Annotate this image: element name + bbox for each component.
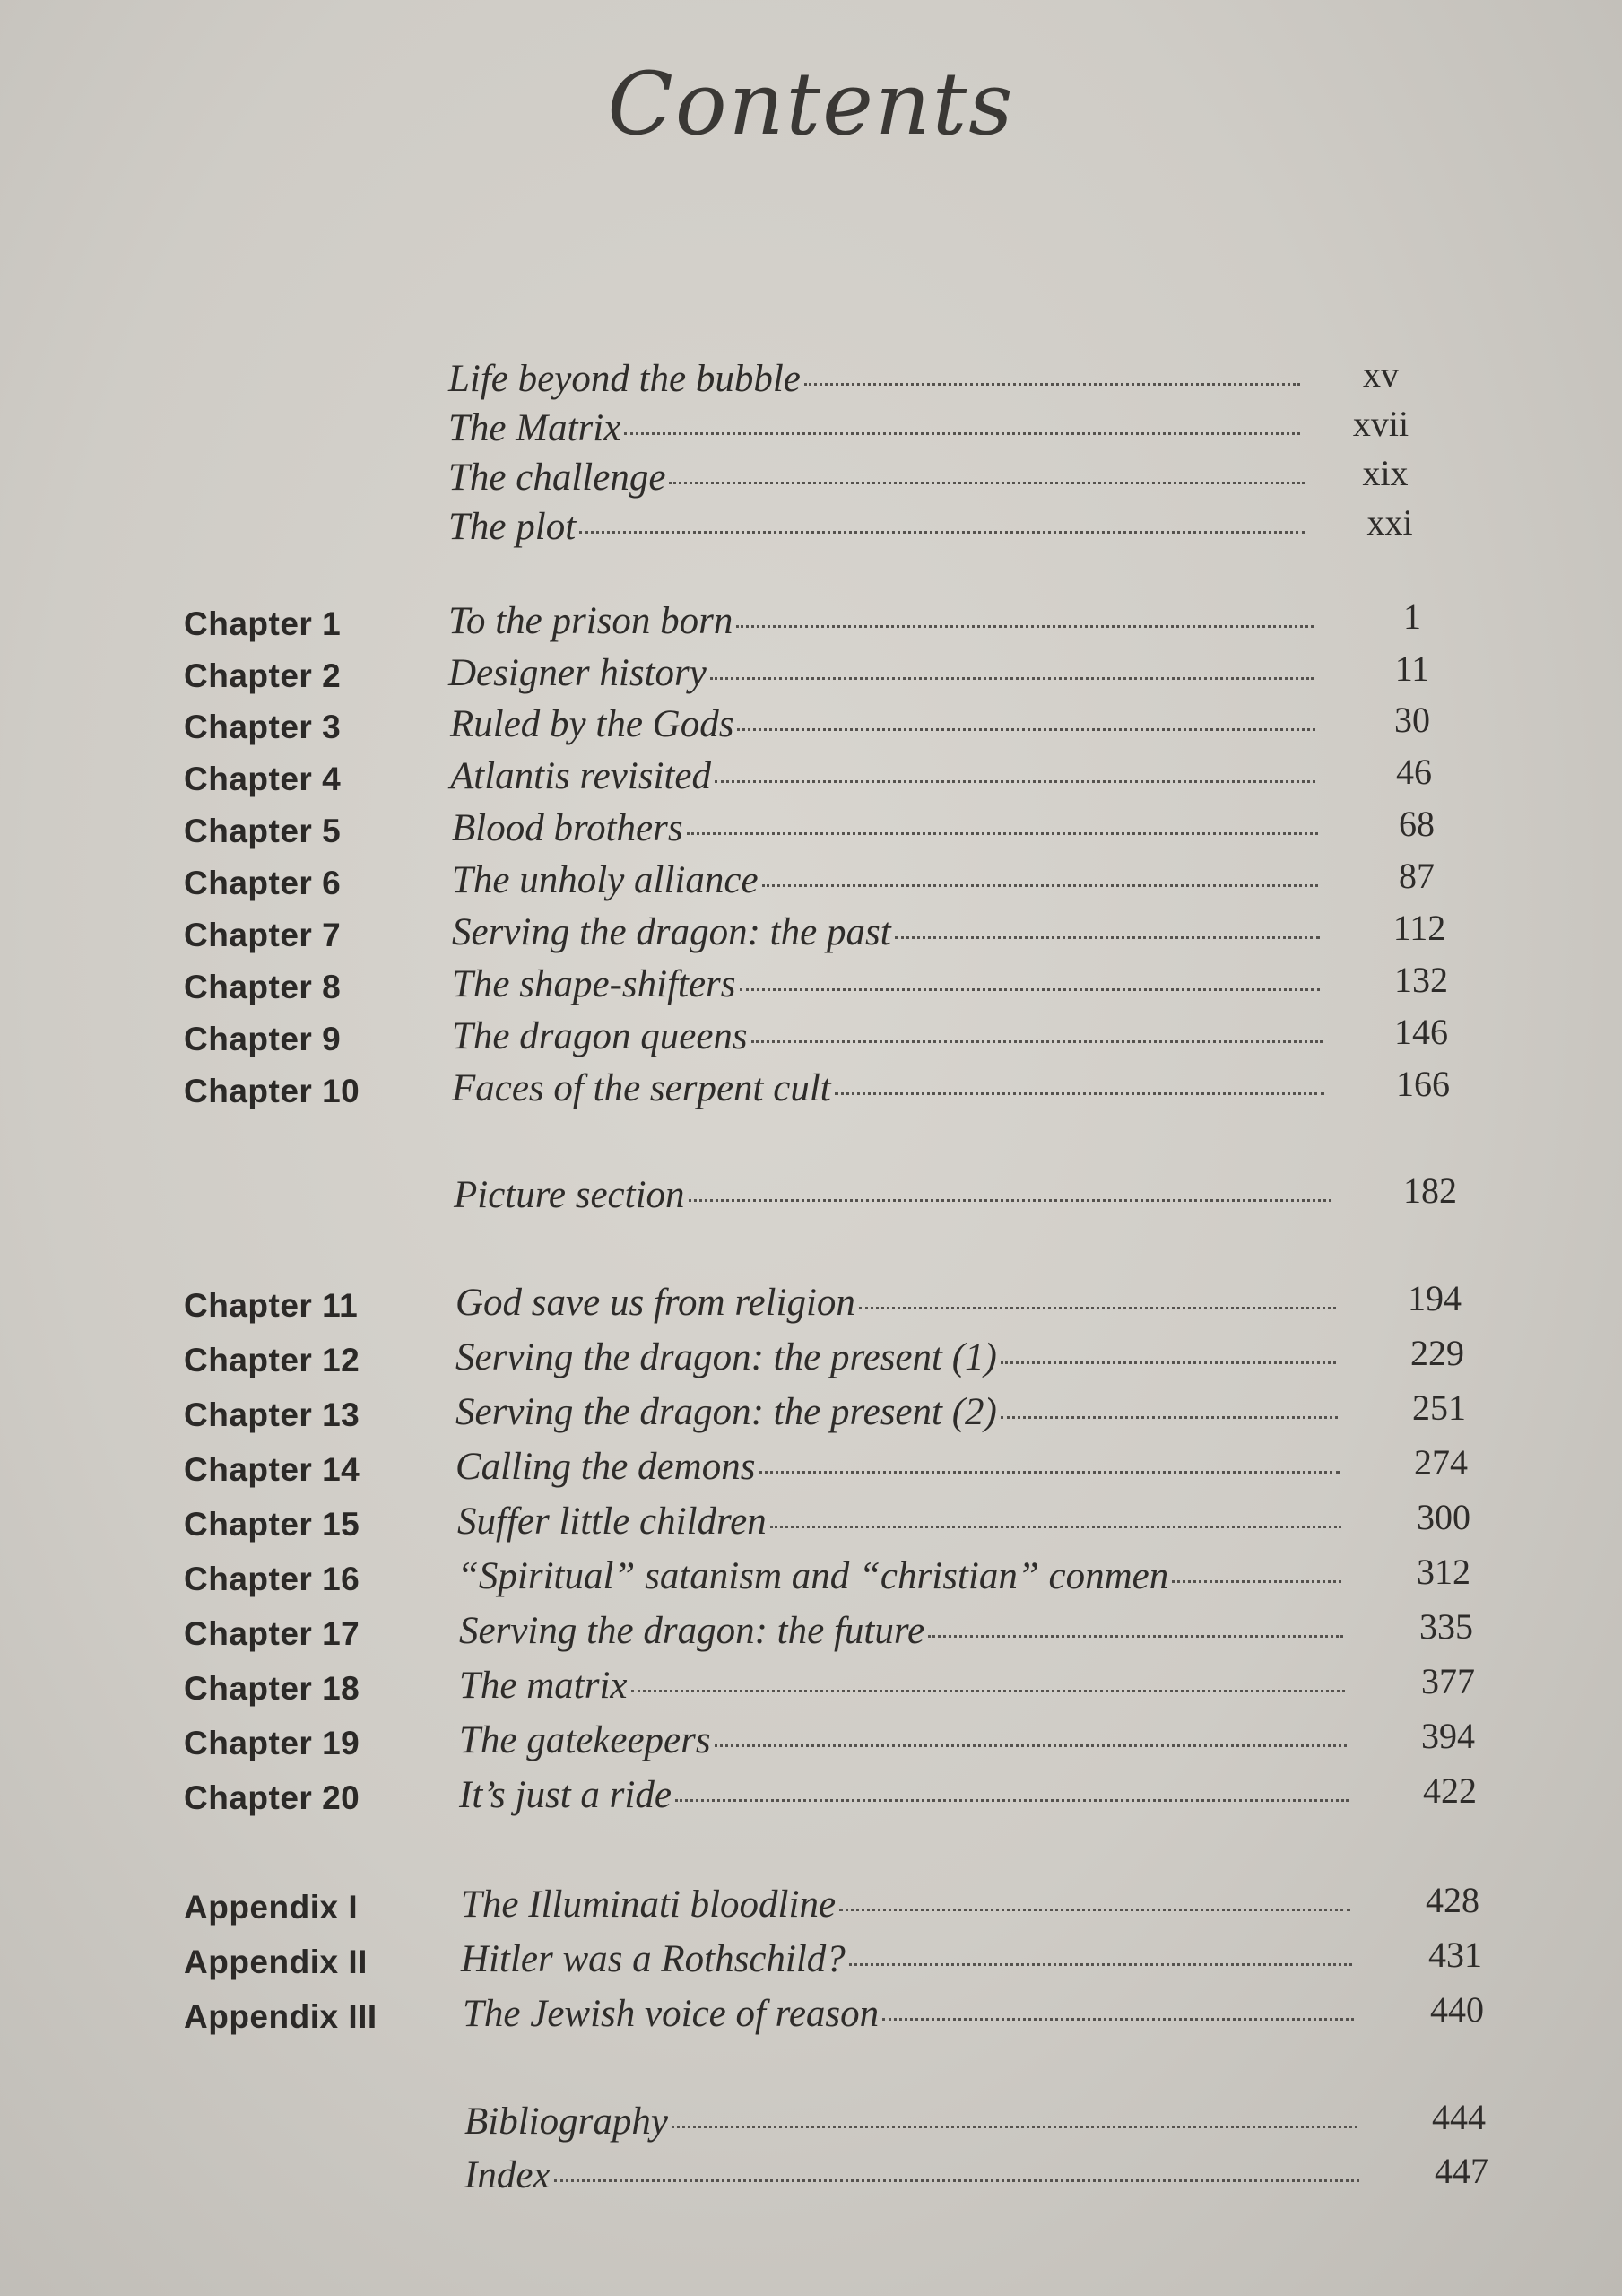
toc-page-number: 394: [1421, 1716, 1475, 1756]
toc-page-number: 229: [1410, 1333, 1464, 1373]
toc-row: [0, 1661, 1622, 1711]
toc-entry-title: Atlantis revisited: [450, 755, 712, 797]
toc-entry: [457, 1500, 1341, 1544]
toc-entry-title: Picture section: [454, 1174, 685, 1216]
toc-entry: [448, 505, 1305, 549]
toc-page-number: 447: [1435, 2151, 1488, 2191]
dot-leader: [1001, 1361, 1336, 1364]
toc-entry: [450, 754, 1315, 798]
toc-entry: [455, 1335, 1336, 1379]
toc-row: [0, 960, 1622, 1010]
toc-entry-title: Bibliography: [464, 2100, 668, 2143]
toc-entry-title: Calling the demons: [455, 1446, 756, 1488]
toc-label: Chapter 18: [184, 1670, 360, 1707]
toc-entry-title: Index: [464, 2154, 551, 2196]
toc-page-number: xxi: [1366, 502, 1413, 543]
toc-entry: [454, 1173, 1331, 1217]
toc-entry-title: The challenge: [448, 457, 666, 499]
toc-entry: [448, 357, 1300, 401]
toc-label: Chapter 12: [184, 1342, 360, 1378]
toc-row: [0, 1012, 1622, 1062]
toc-entry: [448, 406, 1300, 450]
toc-label: Appendix I: [184, 1889, 359, 1926]
toc-row: [0, 1497, 1622, 1547]
toc-entry-title: God save us from religion: [455, 1282, 855, 1324]
dot-leader: [762, 884, 1318, 887]
toc-row: [0, 1552, 1622, 1602]
toc-entry-title: Designer history: [448, 652, 707, 694]
dot-leader: [710, 677, 1314, 680]
page-title: Contents: [607, 54, 1015, 154]
toc-row: [0, 1935, 1622, 1985]
toc-entry: [452, 858, 1318, 902]
toc-entry: [448, 651, 1314, 695]
toc-entry: [455, 1281, 1336, 1325]
toc-entry: [455, 1390, 1338, 1434]
toc-row: [0, 1606, 1622, 1657]
toc-entry-title: The Matrix: [448, 407, 621, 449]
toc-entry: [448, 456, 1305, 500]
toc-row: [0, 1387, 1622, 1438]
toc-entry-title: The Illuminati bloodline: [461, 1883, 837, 1926]
toc-page-number: 440: [1430, 1989, 1484, 2030]
toc-label: Chapter 4: [184, 761, 342, 797]
toc-entry-title: The Jewish voice of reason: [463, 1993, 880, 2035]
toc-page-number: 194: [1408, 1278, 1462, 1318]
toc-label: Chapter 17: [184, 1615, 360, 1652]
toc-entry: [452, 910, 1320, 954]
toc-entry-title: The unholy alliance: [452, 859, 759, 901]
toc-page-number: xv: [1363, 354, 1399, 395]
toc-entry-title: Serving the dragon: the present (1): [455, 1336, 997, 1378]
toc-row: [0, 1333, 1622, 1383]
toc-page-number: 274: [1414, 1442, 1468, 1483]
toc-entry-title: “Spiritual” satanism and “christian” conmen: [457, 1555, 1169, 1597]
dot-leader: [759, 1471, 1340, 1474]
toc-page-number: 422: [1423, 1770, 1477, 1811]
toc-label: Chapter 11: [184, 1287, 359, 1324]
dot-leader: [689, 1199, 1331, 1202]
toc-entry-title: Serving the dragon: the present (2): [455, 1391, 997, 1433]
toc-entry-title: The matrix: [459, 1665, 628, 1707]
toc-row: [0, 1880, 1622, 1930]
dot-leader: [770, 1526, 1341, 1528]
toc-row: [0, 908, 1622, 958]
toc-row: [0, 1989, 1622, 2039]
toc-entry: [457, 1554, 1341, 1598]
toc-row: [0, 354, 1622, 404]
dot-leader: [669, 482, 1305, 484]
toc-page-number: 132: [1394, 960, 1448, 1000]
dot-leader: [624, 432, 1300, 435]
toc-entry-title: Blood brothers: [452, 807, 683, 849]
dot-leader: [554, 2179, 1360, 2182]
toc-row: [0, 2151, 1622, 2201]
toc-entry: [459, 1773, 1349, 1817]
toc-entry: [461, 1937, 1352, 1981]
toc-page-number: xix: [1362, 453, 1409, 493]
dot-leader: [631, 1690, 1345, 1692]
toc-page-number: xvii: [1352, 404, 1409, 444]
toc-label: Chapter 6: [184, 865, 342, 901]
dot-leader: [849, 1963, 1352, 1966]
toc-row: [0, 596, 1622, 647]
toc-entry-title: Hitler was a Rothschild?: [461, 1938, 846, 1980]
toc-page-number: 312: [1417, 1552, 1470, 1592]
toc-entry-title: Ruled by the Gods: [450, 703, 734, 745]
dot-leader: [715, 780, 1315, 783]
toc-entry-title: Faces of the serpent cult: [452, 1067, 831, 1109]
toc-page-number: 30: [1394, 700, 1430, 740]
toc-page-number: 428: [1426, 1880, 1479, 1920]
toc-row: [0, 453, 1622, 503]
toc-row: [0, 856, 1622, 906]
toc-label: Chapter 8: [184, 969, 342, 1005]
toc-entry: [463, 1992, 1354, 2036]
toc-entry-title: Suffer little children: [457, 1500, 767, 1543]
toc-page-number: 46: [1396, 752, 1432, 792]
toc-row: [0, 804, 1622, 854]
toc-row: [0, 502, 1622, 552]
dot-leader: [804, 383, 1300, 386]
toc-row: [0, 648, 1622, 699]
toc-entry: [452, 806, 1318, 850]
toc-entry-title: To the prison born: [448, 600, 733, 642]
dot-leader: [579, 531, 1305, 534]
toc-page-number: 11: [1394, 648, 1430, 689]
toc-entry: [450, 702, 1315, 746]
toc-entry: [452, 962, 1320, 1006]
toc-label: Appendix II: [184, 1944, 368, 1980]
toc-entry-title: Life beyond the bubble: [448, 358, 801, 400]
dot-leader: [1172, 1580, 1341, 1583]
toc-label: Chapter 10: [184, 1073, 360, 1109]
toc-page-number: 166: [1396, 1064, 1450, 1104]
dot-leader: [736, 625, 1314, 628]
toc-page-number: 1: [1403, 596, 1421, 637]
toc-entry: [464, 2153, 1359, 2197]
toc-row: [0, 1770, 1622, 1821]
toc-page-number: 182: [1403, 1170, 1457, 1211]
toc-entry: [464, 2100, 1357, 2144]
toc-page-number: 112: [1392, 908, 1446, 948]
toc-label: Chapter 1: [184, 605, 342, 642]
dot-leader: [715, 1744, 1347, 1747]
toc-entry: [459, 1718, 1347, 1762]
dot-leader: [737, 728, 1315, 731]
toc-label: Chapter 2: [184, 657, 342, 694]
toc-entry-title: Serving the dragon: the future: [459, 1610, 925, 1652]
toc-entry: [448, 599, 1314, 643]
dot-leader: [895, 936, 1320, 939]
toc-entry: [459, 1609, 1343, 1653]
toc-label: Chapter 15: [184, 1506, 360, 1543]
toc-row: [0, 1278, 1622, 1328]
toc-row: [0, 1064, 1622, 1114]
toc-entry-title: The plot: [448, 506, 577, 548]
toc-page-number: 87: [1399, 856, 1435, 896]
toc-label: Chapter 19: [184, 1725, 360, 1761]
dot-leader: [882, 2018, 1354, 2021]
toc-page-number: 444: [1432, 2097, 1486, 2137]
toc-entry: [452, 1066, 1324, 1110]
toc-entry: [459, 1664, 1345, 1708]
toc-row: [0, 1716, 1622, 1766]
toc-row: [0, 752, 1622, 802]
toc-label: Chapter 5: [184, 813, 342, 849]
toc-page-number: 431: [1428, 1935, 1482, 1975]
toc-entry: [452, 1014, 1323, 1058]
toc-entry-title: The dragon queens: [452, 1015, 748, 1057]
dot-leader: [672, 2126, 1357, 2128]
toc-page-number: 300: [1417, 1497, 1470, 1537]
toc-label: Chapter 16: [184, 1561, 360, 1597]
toc-page-number: 377: [1421, 1661, 1475, 1701]
toc-label: Appendix III: [184, 1998, 377, 2035]
toc-row: [0, 404, 1622, 454]
toc-entry-title: It’s just a ride: [459, 1774, 672, 1816]
dot-leader: [1001, 1416, 1338, 1419]
toc-label: Chapter 7: [184, 917, 342, 953]
toc-label: Chapter 20: [184, 1779, 360, 1816]
toc-entry-title: The shape-shifters: [452, 963, 736, 1005]
dot-leader: [839, 1909, 1350, 1911]
dot-leader: [740, 988, 1320, 991]
toc-page-number: 146: [1394, 1012, 1448, 1052]
dot-leader: [675, 1799, 1349, 1802]
toc-row: [0, 1442, 1622, 1492]
toc-label: Chapter 9: [184, 1021, 342, 1057]
dot-leader: [751, 1040, 1323, 1043]
toc-entry: [455, 1445, 1340, 1489]
dot-leader: [835, 1092, 1324, 1095]
toc-label: Chapter 3: [184, 709, 342, 745]
toc-page-number: 68: [1399, 804, 1435, 844]
dot-leader: [859, 1307, 1336, 1309]
toc-entry: [461, 1883, 1350, 1926]
dot-leader: [928, 1635, 1343, 1638]
toc-row: [0, 1170, 1622, 1221]
dot-leader: [687, 832, 1318, 835]
toc-row: [0, 2097, 1622, 2147]
toc-entry-title: Serving the dragon: the past: [452, 911, 891, 953]
toc-label: Chapter 14: [184, 1451, 360, 1488]
toc-row: [0, 700, 1622, 750]
toc-page-number: 251: [1412, 1387, 1466, 1428]
toc-label: Chapter 13: [184, 1396, 360, 1433]
toc-entry-title: The gatekeepers: [459, 1719, 711, 1761]
toc-page-number: 335: [1419, 1606, 1473, 1647]
